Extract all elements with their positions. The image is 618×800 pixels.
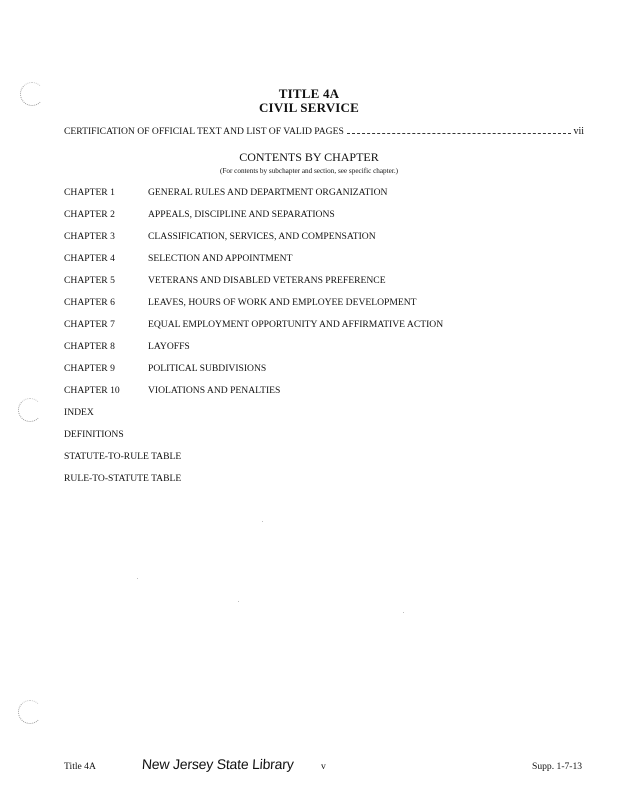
chapter-name: VETERANS AND DISABLED VETERANS PREFERENCE [148, 275, 386, 286]
chapter-number: CHAPTER 9 [64, 363, 115, 374]
document-title: TITLE 4A [278, 86, 340, 101]
hole-punch-mark [18, 700, 42, 724]
footer-title: Title 4A [64, 761, 96, 772]
contents-heading: CONTENTS BY CHAPTER [239, 150, 379, 164]
chapter-number: CHAPTER 1 [64, 187, 115, 198]
appendix-list [64, 407, 181, 495]
certification-line [64, 126, 584, 137]
chapter-row [64, 209, 564, 231]
chapter-row [64, 363, 564, 385]
chapter-row [64, 385, 564, 407]
chapter-name: APPEALS, DISCIPLINE AND SEPARATIONS [148, 209, 335, 220]
chapter-number: CHAPTER 4 [64, 253, 115, 264]
chapter-row [64, 253, 564, 275]
scan-speck [137, 578, 138, 579]
dot-leader [347, 133, 572, 134]
chapter-name: GENERAL RULES AND DEPARTMENT ORGANIZATION [148, 187, 388, 198]
chapter-row [64, 231, 564, 253]
chapter-row [64, 341, 564, 363]
footer-supplement-date: Supp. 1-7-13 [532, 761, 583, 772]
appendix-rule-to-statute-table: RULE-TO-STATUTE TABLE [64, 473, 182, 484]
scan-speck [262, 521, 263, 522]
chapter-number: CHAPTER 8 [64, 341, 115, 352]
appendix-statute-to-rule-table: STATUTE-TO-RULE TABLE [64, 451, 182, 462]
contents-note: (For contents by subchapter and section, see specific chapter.) [219, 167, 399, 175]
chapter-row [64, 187, 564, 209]
chapter-name: EQUAL EMPLOYMENT OPPORTUNITY AND AFFIRMATIVE ACTION [148, 319, 444, 330]
chapter-row [64, 275, 564, 297]
chapter-name: LEAVES, HOURS OF WORK AND EMPLOYEE DEVELOPMENT [148, 297, 417, 308]
chapter-name: VIOLATIONS AND PENALTIES [148, 385, 281, 396]
appendix-definitions: DEFINITIONS [64, 429, 124, 440]
certification-label: CERTIFICATION OF OFFICIAL TEXT AND LIST OF VALID PAGES [64, 126, 344, 137]
library-stamp: New Jersey State Library [141, 756, 295, 772]
chapter-list [64, 187, 564, 407]
chapter-number: CHAPTER 3 [64, 231, 115, 242]
chapter-name: POLITICAL SUBDIVISIONS [148, 363, 267, 374]
scan-speck [238, 601, 239, 602]
chapter-name: LAYOFFS [148, 341, 190, 352]
chapter-row [64, 319, 564, 341]
chapter-number: CHAPTER 10 [64, 385, 120, 396]
chapter-row [64, 297, 564, 319]
footer-page-number: v [321, 761, 326, 772]
scan-speck [403, 612, 404, 613]
certification-page-number: vii [573, 126, 584, 137]
chapter-number: CHAPTER 5 [64, 275, 115, 286]
document-subtitle: CIVIL SERVICE [258, 100, 360, 115]
chapter-number: CHAPTER 7 [64, 319, 115, 330]
chapter-number: CHAPTER 6 [64, 297, 115, 308]
chapter-name: SELECTION AND APPOINTMENT [148, 253, 293, 264]
appendix-index: INDEX [64, 407, 94, 418]
chapter-number: CHAPTER 2 [64, 209, 115, 220]
chapter-name: CLASSIFICATION, SERVICES, AND COMPENSATION [148, 231, 376, 242]
hole-punch-mark [18, 398, 42, 422]
